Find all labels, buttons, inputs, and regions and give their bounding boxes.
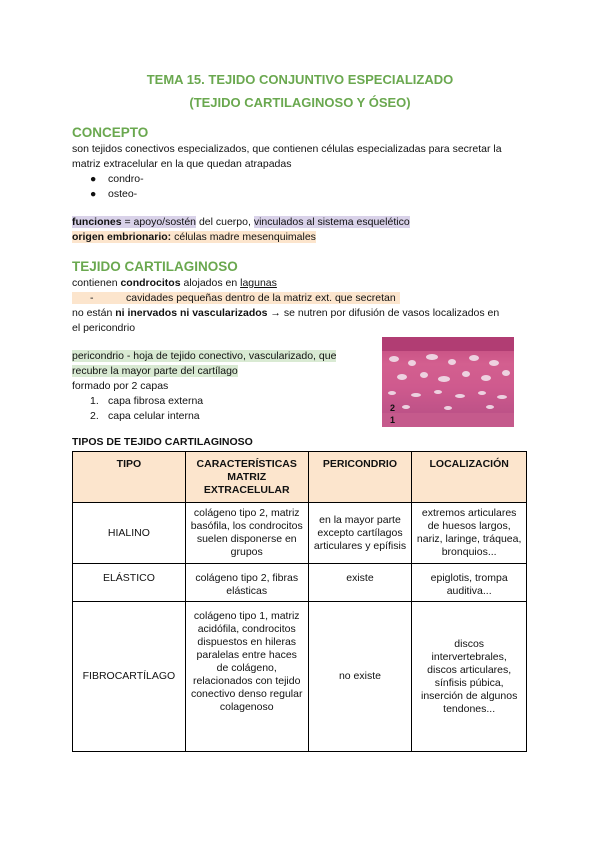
concepto-text-1: son tejidos conectivos especializados, que contienen células especializadas para secretar la [72, 143, 502, 155]
cell-pericondrio: existe [308, 564, 412, 602]
page-subtitle: (TEJIDO CARTILAGINOSO Y ÓSEO) [189, 95, 411, 110]
micrograph-label-1: 1 [390, 415, 396, 425]
funciones-line: funciones = apoyo/sostén del cuerpo, vinculados al sistema esquelético [72, 216, 410, 228]
table-row [73, 503, 527, 564]
origen-line: origen embrionario: células madre mesenquimales [72, 231, 316, 243]
header-tipo: TIPO [73, 452, 186, 503]
cartilage-types-table [72, 451, 527, 752]
cell-tipo: HIALINO [73, 503, 186, 564]
cell-localizacion: epiglotis, trompa auditiva... [412, 564, 527, 602]
capa-item: 1. capa fibrosa externa [90, 395, 204, 407]
noestan-line-2: el pericondrio [72, 322, 136, 334]
page-title: TEMA 15. TEJIDO CONJUNTIVO ESPECIALIZADO [146, 72, 454, 87]
cartilage-micrograph [382, 337, 514, 427]
contienen-line: contienen condrocitos alojados en lagunas [72, 277, 277, 289]
cell-pericondrio: en la mayor parte excepto cartílagos articulares y epífisis [308, 503, 412, 564]
concepto-heading: CONCEPTO [72, 125, 149, 140]
cell-localizacion: discos intervertebrales, discos articulares, sínfisis púbica, inserción de algunos tendones... [412, 602, 527, 752]
capa-item: 2. capa celular interna [90, 410, 200, 422]
concepto-text-2: matriz extracelular en la que quedan atrapadas [72, 158, 292, 170]
header-localizacion: LOCALIZACIÓN [412, 452, 527, 503]
table-row [73, 602, 527, 752]
header-matriz: CARACTERÍSTICAS MATRIZ EXTRACELULAR [185, 452, 308, 503]
cartilaginoso-heading: TEJIDO CARTILAGINOSO [72, 259, 238, 274]
cell-pericondrio: no existe [308, 602, 412, 752]
bullet-item: ● osteo- [90, 188, 138, 200]
pericondrio-def-2: recubre la mayor parte del cartílago [72, 365, 238, 377]
cell-matriz: colágeno tipo 2, matriz basófila, los condrocitos suelen disponerse en grupos [185, 503, 308, 564]
cell-tipo: ELÁSTICO [73, 564, 186, 602]
bullet-item: ● condro- [90, 173, 144, 185]
micrograph-cells [382, 337, 514, 427]
table-header-row [73, 452, 527, 503]
cell-localizacion: extremos articulares de huesos largos, nariz, laringe, tráquea, bronquios... [412, 503, 527, 564]
cell-matriz: colágeno tipo 1, matriz acidófila, condrocitos dispuestos en hileras paralelas entre haces de colágeno, relacionados con tejido conectivo denso regular colagenoso [185, 602, 308, 752]
pericondrio-def-1: pericondrio - hoja de tejido conectivo, vascularizado, que [72, 350, 337, 362]
lagunas-definition: - cavidades pequeñas dentro de la matriz ext. que secretan [72, 292, 400, 304]
formado-line: formado por 2 capas [72, 380, 169, 392]
header-pericondrio: PERICONDRIO [308, 452, 412, 503]
noestan-line: no están ni inervados ni vascularizados → se nutren por difusión de vasos localizados en [72, 307, 500, 319]
tipos-heading: TIPOS DE TEJIDO CARTILAGINOSO [72, 436, 253, 448]
micrograph-label-2: 2 [390, 403, 396, 413]
cell-matriz: colágeno tipo 2, fibras elásticas [185, 564, 308, 602]
table-row [73, 564, 527, 602]
cell-tipo: FIBROCARTÍLAGO [73, 602, 186, 752]
